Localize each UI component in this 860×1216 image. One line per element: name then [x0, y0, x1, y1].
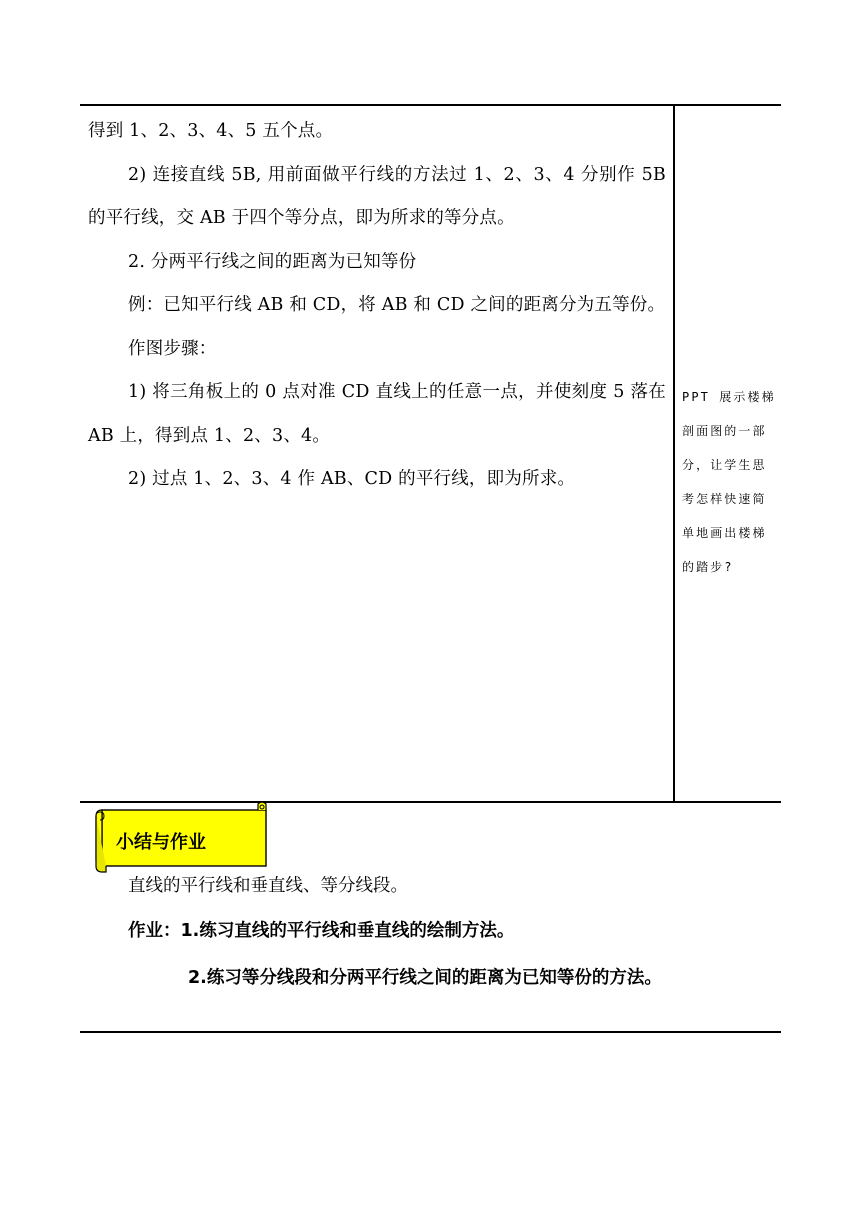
summary-homework-banner: [92, 802, 270, 874]
paragraph-heading-parallel-distance: 2. 分两平行线之间的距离为已知等份: [128, 251, 417, 272]
summary-text: 直线的平行线和垂直线、等分线段。: [128, 876, 408, 896]
paragraph-step-2: 2) 过点 1、2、3、4 作 AB、CD 的平行线，即为所求。: [128, 469, 576, 489]
table-top-rule: [80, 104, 781, 106]
homework-line-2: 2.练习等分线段和分两平行线之间的距离为已知等份的方法。: [188, 968, 662, 988]
paragraph-procedure-title: 作图步骤：: [128, 338, 217, 359]
homework-line-1: 作业：1.练习直线的平行线和垂直线的绘制方法。: [128, 921, 515, 941]
banner-label: 小结与作业: [116, 832, 206, 853]
paragraph-step-connect-5b: 2) 连接直线 5B, 用前面做平行线的方法过 1、2、3、4 分别作 5B 的平行线，交 AB 于四个等分点，即为所求的等分点。: [88, 164, 666, 228]
paragraph-step-1: 1) 将三角板上的 0 点对准 CD 直线上的任意一点，并使刻度 5 落在 AB 上，得到点 1、2、3、4。: [88, 382, 666, 446]
lesson-content: [88, 110, 666, 502]
table-column-divider: [673, 104, 675, 802]
teaching-note: PPT 展示楼梯剖面图的一部分，让学生思考怎样快速简单地画出楼梯的踏步?: [682, 390, 776, 574]
table-bottom-rule: [80, 1031, 781, 1033]
paragraph-points-obtained: 得到 1、2、3、4、5 五个点。: [88, 121, 334, 141]
paragraph-example: 例：已知平行线 AB 和 CD，将 AB 和 CD 之间的距离分为五等份。: [128, 295, 666, 315]
